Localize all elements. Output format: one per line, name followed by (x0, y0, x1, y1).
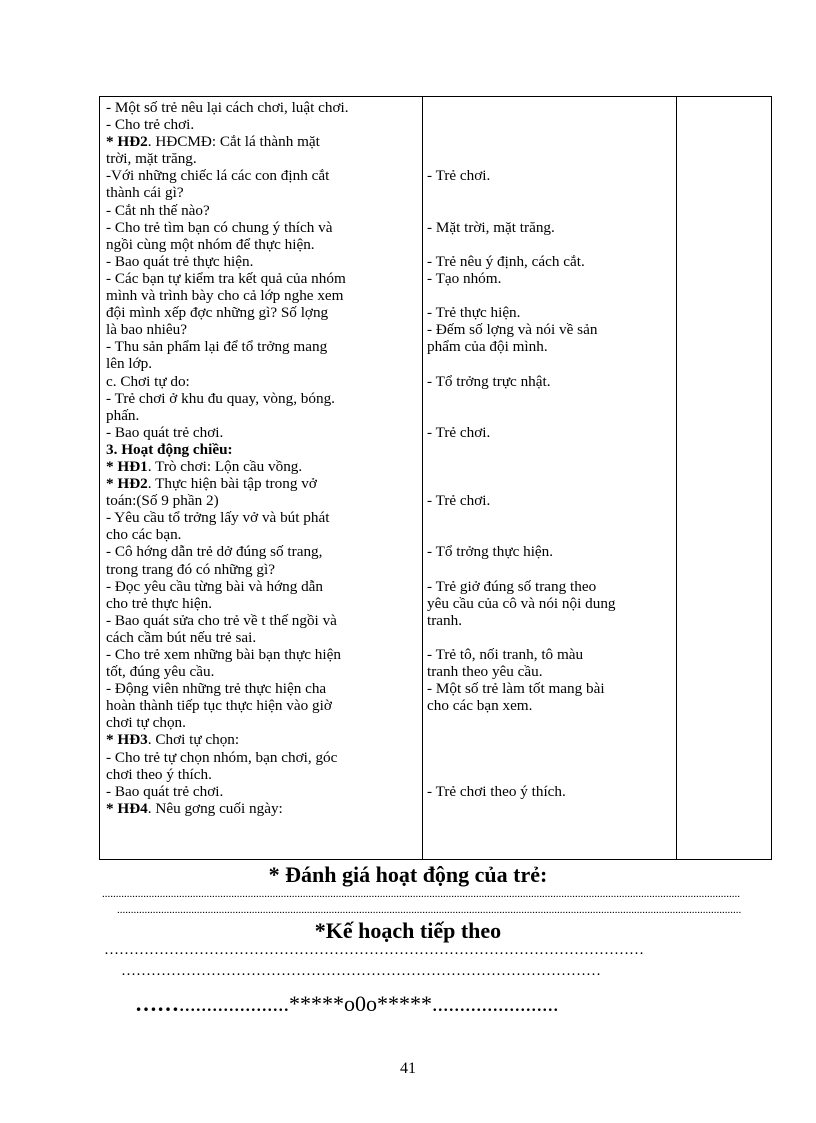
activity-label: * HĐ4 (106, 799, 148, 817)
left-column-line (106, 167, 424, 184)
line-text: . Chơi tự chọn: (147, 731, 240, 749)
line-text: - Cho trẻ chơi. (106, 116, 195, 134)
line-text: ngồi cùng một nhóm để thực hiện. (106, 235, 315, 253)
left-column-line (106, 287, 424, 304)
left-column-line (106, 629, 424, 646)
right-column-line: - Trẻ tô, nối tranh, tô màu (427, 646, 584, 663)
line-text: cho trẻ thực hiện. (106, 594, 213, 612)
left-column-line (106, 184, 424, 201)
left-column-line (106, 150, 424, 167)
left-column-line (106, 133, 424, 150)
right-column-line: yêu cầu của cô và nói nội dung (427, 594, 616, 612)
left-column-line (106, 646, 424, 663)
line-text: - Bao quát sửa cho trẻ về t thế ngồi và (106, 611, 337, 629)
left-column-line (106, 441, 424, 458)
right-column-line: - Mặt trời, mặt trăng. (427, 218, 555, 236)
right-column-line: - Trẻ chơi theo ý thích. (427, 782, 566, 800)
ending-right-dots: ....................... (432, 991, 559, 1016)
right-column-line: phẩm của đội mình. (427, 338, 548, 356)
line-text: - Các bạn tự kiểm tra kết quả của nhóm (106, 269, 346, 287)
evaluation-dots-line-2: ................................................................................................................................................................................................................................... (117, 904, 742, 916)
line-text: trong trang đó có những gì? (106, 560, 275, 578)
line-text: phấn. (106, 406, 140, 424)
right-column-line: - Trẻ giở đúng số trang theo (427, 577, 597, 595)
right-column-line: - Trẻ chơi. (427, 492, 491, 510)
left-column-line (106, 202, 424, 219)
column-divider-2 (676, 97, 677, 859)
ending-ornament-line (135, 990, 725, 1018)
left-column-line (106, 321, 424, 338)
activity-label: * HĐ1 (106, 457, 148, 475)
right-column-line: tranh theo yêu cầu. (427, 663, 543, 681)
right-column-line: - Tổ trởng trực nhật. (427, 372, 551, 390)
plan-dots-line-1: ……………………………………………………………………………………………… (104, 942, 644, 958)
evaluation-heading: * Đánh giá hoạt động của trẻ: (268, 862, 548, 887)
evaluation-dots-line-1: ........................................................................................................................................................................................................................................ (102, 888, 740, 900)
right-column-blank (427, 99, 672, 116)
line-text: . Trò chơi: Lộn cầu vồng. (147, 457, 303, 475)
line-text: - Bao quát trẻ chơi. (106, 423, 224, 441)
left-column-line (106, 304, 424, 321)
line-text: - Thu sản phẩm lại để tổ trởng mang (106, 338, 328, 356)
left-column-line (106, 578, 424, 595)
line-text: trời, mặt trăng. (106, 150, 197, 168)
line-text: - Cho trẻ tự chọn nhóm, bạn chơi, góc (106, 748, 338, 766)
right-column-blank (427, 731, 672, 748)
right-column-line: - Tạo nhóm. (427, 269, 502, 287)
teacher-activities-column (106, 99, 424, 817)
line-text: c. Chơi tự do: (106, 372, 190, 390)
line-text: tốt, đúng yêu cầu. (106, 663, 215, 681)
line-text: cho các bạn. (106, 526, 182, 544)
left-column-line (106, 424, 424, 441)
right-column-blank (427, 749, 672, 766)
right-column-blank (427, 629, 672, 646)
right-column-line: - Trẻ nêu ý định, cách cắt. (427, 252, 585, 270)
line-text: cách cầm bút nếu trẻ sai. (106, 628, 257, 646)
left-column-line (106, 270, 424, 287)
left-column-line (106, 355, 424, 372)
right-column-line: tranh. (427, 611, 463, 629)
right-column-blank (427, 355, 672, 372)
left-column-line (106, 766, 424, 783)
right-column-line: - Trẻ chơi. (427, 423, 491, 441)
ending-ornament: *****o0o***** (289, 991, 432, 1016)
right-column-line: cho các bạn xem. (427, 697, 533, 715)
line-text: - Trẻ chơi ở khu đu quay, vòng, bóng. (106, 389, 335, 407)
left-column-line (106, 561, 424, 578)
line-text: . HĐCMĐ: Cắt lá thành mặt (147, 133, 320, 151)
activity-label: * HĐ2 (106, 475, 148, 493)
left-column-line (106, 749, 424, 766)
left-column-line (106, 680, 424, 697)
line-text: toán:(Số 9 phần 2) (106, 492, 219, 510)
right-column-line: - Trẻ thực hiện. (427, 304, 521, 322)
left-column-line (106, 253, 424, 270)
left-column-line (106, 595, 424, 612)
right-column-blank (427, 526, 672, 543)
right-column-blank (427, 390, 672, 407)
line-text: -Với những chiếc lá các con định cắt (106, 167, 330, 185)
right-column-blank (427, 407, 672, 424)
left-column-line (106, 390, 424, 407)
right-column-blank (427, 116, 672, 133)
right-column-blank (427, 509, 672, 526)
right-column-blank (427, 714, 672, 731)
line-text: mình và trình bày cho cả lớp nghe xem (106, 287, 344, 305)
line-text: chơi tự chọn. (106, 714, 186, 732)
line-text: - Bao quát trẻ thực hiện. (106, 252, 254, 270)
left-column-line (106, 475, 424, 492)
right-column-blank (427, 236, 672, 253)
line-text: - Cho trẻ xem những bài bạn thực hiện (106, 646, 341, 663)
right-column-line: - Một số trẻ làm tốt mang bài (427, 680, 605, 698)
line-text: - Cô hớng dẫn trẻ dở đúng số trang, (106, 543, 323, 561)
activity-label: 3. Hoạt động chiều: (106, 440, 233, 458)
right-column-blank (427, 150, 672, 167)
right-column-line: - Tổ trởng thực hiện. (427, 543, 554, 561)
line-text: - Động viên những trẻ thực hiện cha (106, 680, 327, 698)
left-column-line (106, 338, 424, 355)
plan-dots-line-2: …………………………………………………………………………………… (121, 963, 601, 979)
line-text: . Nêu gơng cuối ngày: (147, 799, 283, 817)
line-text: thành cái gì? (106, 184, 184, 202)
left-column-line (106, 714, 424, 731)
right-column-blank (427, 475, 672, 492)
left-column-line (106, 99, 424, 116)
right-column-blank (427, 133, 672, 150)
line-text: . Thực hiện bài tập trong vở (147, 475, 317, 493)
left-column-line (106, 509, 424, 526)
right-column-blank (427, 766, 672, 783)
left-column-line (106, 407, 424, 424)
left-column-line (106, 116, 424, 133)
left-column-line (106, 492, 424, 509)
line-text: - Một số trẻ nêu lại cách chơi, luật chơi. (106, 99, 349, 116)
left-column-line (106, 783, 424, 800)
line-text: chơi theo ý thích. (106, 765, 212, 783)
left-column-line (106, 731, 424, 748)
left-column-line (106, 697, 424, 714)
line-text: - Bao quát trẻ chơi. (106, 782, 224, 800)
plan-heading: *Kế hoạch tiếp theo (314, 918, 502, 943)
right-column-blank (427, 458, 672, 475)
line-text: - Cắt nh thế nào? (106, 201, 210, 219)
left-column-line (106, 236, 424, 253)
page-number: 41 (400, 1060, 416, 1077)
activity-label: * HĐ3 (106, 731, 148, 749)
left-column-line (106, 373, 424, 390)
right-column-blank (427, 202, 672, 219)
left-column-line (106, 458, 424, 475)
line-text: là bao nhiêu? (106, 321, 187, 339)
line-text: - Yêu cầu tổ trởng lấy vở và bút phát (106, 509, 330, 527)
ending-left-dots: .................... (179, 991, 289, 1016)
left-column-line (106, 219, 424, 236)
right-column-line: - Đếm số lợng và nói về sản (427, 321, 598, 339)
ending-prefix: …… (135, 991, 179, 1016)
right-column-blank (427, 184, 672, 201)
line-text: - Đọc yêu cầu từng bài và hớng dẫn (106, 577, 324, 595)
line-text: - Cho trẻ tìm bạn có chung ý thích và (106, 218, 333, 236)
line-text: lên lớp. (106, 355, 152, 373)
right-column-blank (427, 287, 672, 304)
activity-label: * HĐ2 (106, 133, 148, 151)
left-column-line (106, 800, 424, 817)
left-column-line (106, 612, 424, 629)
right-column-blank (427, 561, 672, 578)
right-column-blank (427, 441, 672, 458)
left-column-line (106, 663, 424, 680)
left-column-line (106, 543, 424, 560)
line-text: hoàn thành tiếp tục thực hiện vào giờ (106, 697, 332, 715)
child-activities-column (427, 99, 672, 800)
line-text: đội mình xếp đợc những gì? Số lợng (106, 304, 329, 322)
right-column-line: - Trẻ chơi. (427, 167, 491, 185)
left-column-line (106, 526, 424, 543)
activity-table (99, 96, 772, 860)
